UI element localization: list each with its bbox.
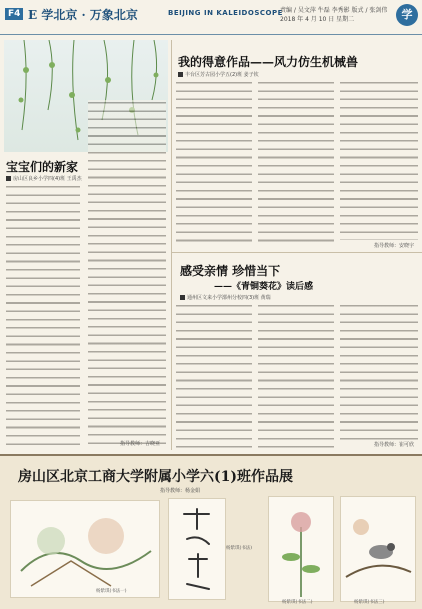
artwork-caption: 杨紫琪(书法三) [354, 600, 385, 605]
article-body-column [340, 303, 418, 441]
section-heading: 房山区北京工商大学附属小学六(1)班作品展 [18, 469, 293, 485]
calligraphy-icon [169, 499, 225, 599]
article-body-column [88, 100, 166, 446]
date-line: 2018 年 4 月 10 日 星期二 [280, 16, 355, 23]
bullet-square-icon [180, 295, 185, 300]
section-title: E 学北京 · 万象北京 [28, 8, 138, 22]
article-title: 宝宝们的新家 [6, 160, 79, 174]
header-meta [280, 6, 390, 24]
article-title: 我的得意作品——风力仿生机械兽 [178, 55, 359, 69]
artwork-painting [340, 496, 416, 602]
article-byline: 通州区文来小学漷州分校四(3)班 黄瑞 [180, 294, 271, 301]
article-byline: 房山区良乡小学四(4)班 王禹杰 [6, 175, 82, 182]
article-body-column [258, 80, 334, 248]
ink-painting-icon [11, 501, 159, 597]
article-body-column [176, 80, 252, 248]
artwork-caption: 杨紫琪(书法二) [282, 600, 313, 605]
article-body-column [6, 184, 80, 446]
bullet-square-icon [6, 176, 11, 181]
teacher-line: 指导教师：安晓宇 [374, 243, 415, 249]
section-teacher: 指导教师：杨金娟 [160, 488, 201, 494]
page-header [0, 0, 422, 35]
column-divider [171, 40, 172, 450]
bullet-square-icon [178, 72, 183, 77]
editor-line: 责编 / 吴文萍 牛磊 李秀影 版式 / 张剑伟 [280, 7, 388, 14]
bird-painting-icon [341, 497, 415, 601]
artwork-caption: 杨紫琪(书法) [226, 546, 253, 551]
article-body-column [258, 303, 334, 449]
section-divider [171, 252, 422, 253]
article-title: 感受亲情 珍惜当下 [180, 264, 281, 278]
logo-icon: 学 [396, 4, 418, 26]
article-body-column [176, 303, 252, 449]
article-subtitle: ——《青铜葵花》读后感 [214, 282, 314, 292]
section-title-en: BEIJING IN KALEIDOSCOPE [168, 9, 283, 17]
teacher-line: 指导教师：吉晓亚 [120, 441, 161, 447]
artwork-calligraphy [168, 498, 226, 600]
page-number: F4 [5, 8, 23, 20]
article-body-column [340, 80, 418, 240]
flower-painting-icon [269, 497, 333, 601]
artwork-painting [268, 496, 334, 602]
artwork-caption: 杨紫琪(书法一) [96, 589, 127, 594]
teacher-line: 指导教师：崔可欣 [374, 442, 415, 448]
artwork-painting [10, 500, 160, 598]
article-byline: 丰台区芳古园小学五(2)班 姜子钦 [178, 71, 259, 78]
